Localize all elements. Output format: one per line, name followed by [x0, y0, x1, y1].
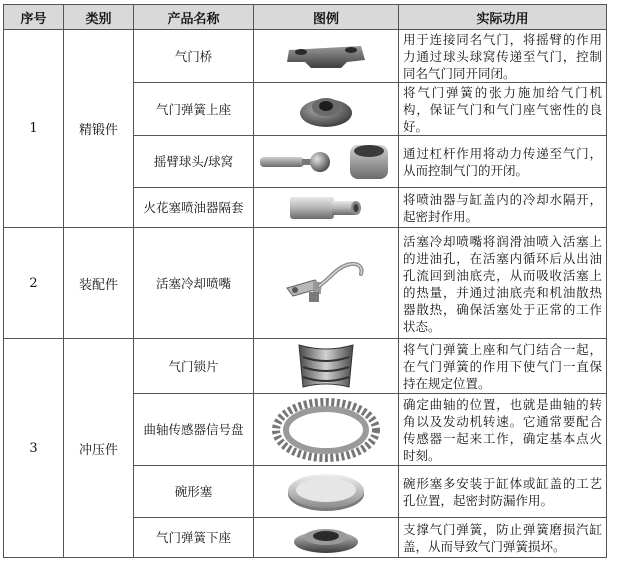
category-cell: 精锻件 — [64, 30, 134, 228]
category-cell: 装配件 — [64, 228, 134, 339]
seq-cell: 2 — [4, 228, 64, 339]
product-name: 摇臂球头/球窝 — [134, 136, 254, 188]
product-name: 活塞冷却喷嘴 — [134, 228, 254, 339]
spark-plug-injector-sleeve-icon — [286, 191, 366, 225]
table-row — [4, 228, 607, 339]
table-row — [4, 339, 607, 394]
crankshaft-signal-disc-icon — [271, 398, 381, 462]
valve-cotter-icon — [293, 341, 359, 391]
header-seq: 序号 — [4, 5, 64, 30]
valve-spring-lower-seat-icon — [291, 520, 361, 556]
valve-spring-upper-seat-icon — [296, 87, 356, 131]
function-text: 支撑气门弹簧，防止弹簧磨损汽缸盖，从而导致气门弹簧损坏。 — [399, 518, 607, 558]
function-text: 将气门弹簧的张力施加给气门机构，保证气门和气门座气密性的良好。 — [399, 83, 607, 136]
category-cell: 冲压件 — [64, 339, 134, 558]
seq-cell: 1 — [4, 30, 64, 228]
product-table — [3, 4, 607, 558]
product-name: 火花塞喷油器隔套 — [134, 188, 254, 228]
product-name: 碗形塞 — [134, 466, 254, 518]
header-image: 图例 — [254, 5, 399, 30]
function-text: 碗形塞多安装于缸体或缸盖的工艺孔位置，起密封防漏作用。 — [399, 466, 607, 518]
function-text: 通过杠杆作用将动力传递至气门，从而控制气门的开闭。 — [399, 136, 607, 188]
function-text: 活塞冷却喷嘴将润滑油喷入活塞上的进油孔，在活塞内循环后从出油孔流回到油底壳，从而吸收活塞上的热量，并通过油底壳和机油散热器散热，确保活塞处于正常的工作状态。 — [399, 228, 607, 339]
function-text: 将喷油器与缸盖内的冷却水隔开，起密封作用。 — [399, 188, 607, 228]
header-function: 实际功用 — [399, 5, 607, 30]
function-text: 确定曲轴的位置，也就是曲轴的转角以及发动机转速。它通常要配合传感器一起来工作，确定基本点火时刻。 — [399, 394, 607, 466]
header-category: 类别 — [64, 5, 134, 30]
rocker-ball-head-socket-icon — [256, 139, 396, 185]
seq-cell: 3 — [4, 339, 64, 558]
table-row — [4, 30, 607, 83]
product-name: 曲轴传感器信号盘 — [134, 394, 254, 466]
header-product: 产品名称 — [134, 5, 254, 30]
product-name: 气门锁片 — [134, 339, 254, 394]
product-name: 气门弹簧下座 — [134, 518, 254, 558]
function-text: 将气门弹簧上座和气门结合一起，在气门弹簧的作用下使气门一直保持在规定位置。 — [399, 339, 607, 394]
header-row — [4, 5, 607, 30]
cup-plug-icon — [284, 470, 368, 514]
product-name: 气门弹簧上座 — [134, 83, 254, 136]
valve-bridge-icon — [281, 38, 371, 74]
piston-cooling-nozzle-icon — [281, 258, 371, 308]
function-text: 用于连接同名气门，将摇臂的作用力通过球头球窝传递至气门，控制同名气门同开同闭。 — [399, 30, 607, 83]
product-name: 气门桥 — [134, 30, 254, 83]
